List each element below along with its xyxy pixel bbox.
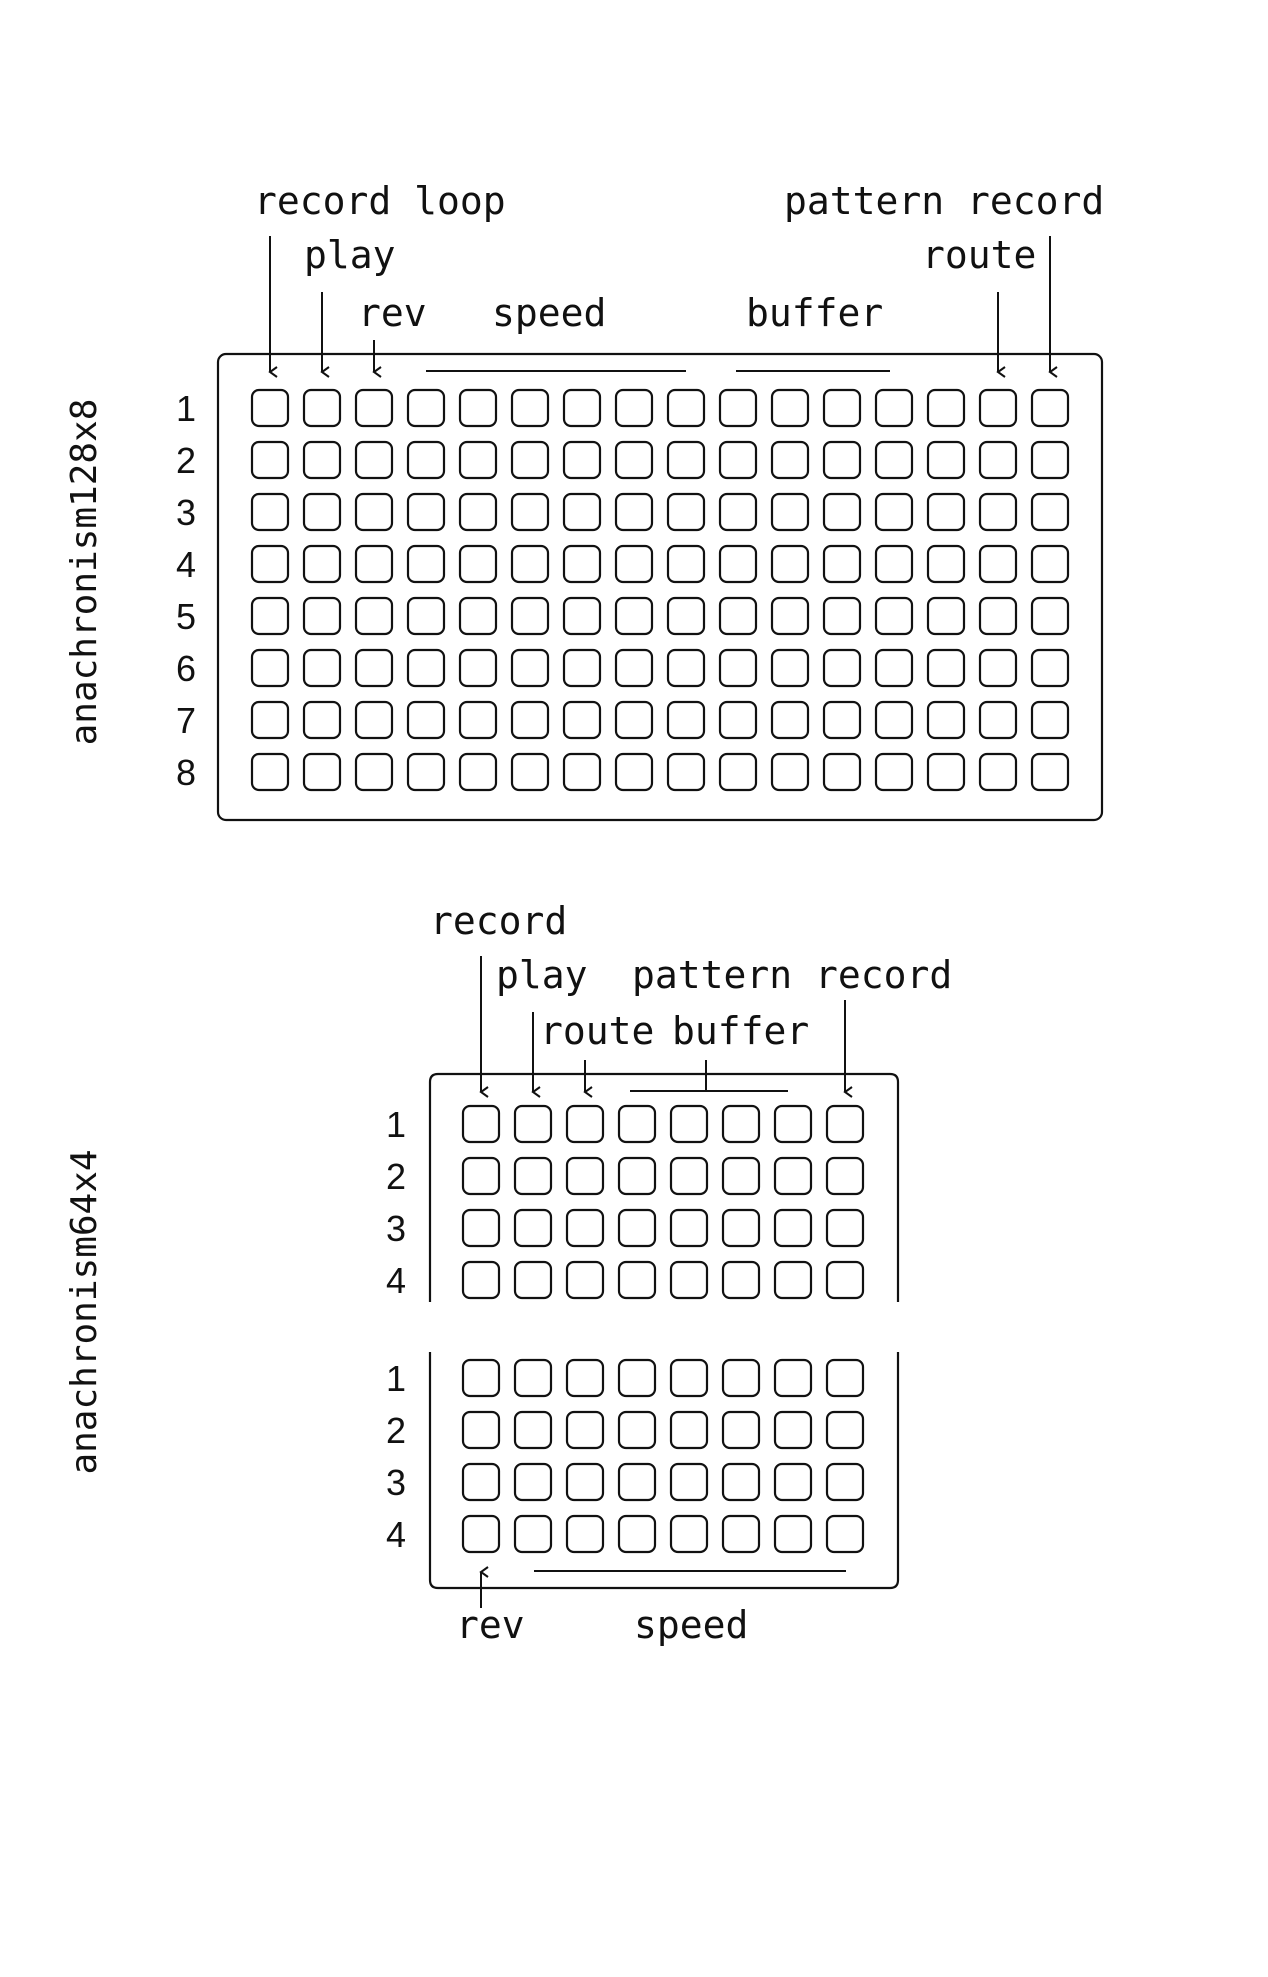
grid128-pad[interactable]	[616, 442, 652, 478]
grid64-pad[interactable]	[567, 1516, 603, 1552]
grid64-pad[interactable]	[567, 1158, 603, 1194]
grid128-row-number: 5	[175, 596, 197, 637]
grid64-pad[interactable]	[515, 1464, 551, 1500]
grid128-pad[interactable]	[408, 598, 444, 634]
grid64-pad[interactable]	[827, 1106, 863, 1142]
grid128-pad[interactable]	[928, 650, 964, 686]
grid128-pad[interactable]	[512, 650, 548, 686]
grid64-pad[interactable]	[619, 1158, 655, 1194]
grid128-pad[interactable]	[252, 494, 288, 530]
grid128-frame	[218, 354, 1102, 820]
grid64-pad[interactable]	[775, 1360, 811, 1396]
buffer-label: buffer	[746, 291, 884, 335]
grid128-pad[interactable]	[876, 754, 912, 790]
play-label-64: play	[496, 953, 588, 997]
grid128-pad[interactable]	[980, 494, 1016, 530]
grid128-pad[interactable]	[408, 442, 444, 478]
grid64-pad[interactable]	[463, 1106, 499, 1142]
route-label: route	[922, 233, 1037, 277]
grid128-pad[interactable]	[668, 702, 704, 738]
grid64-pad[interactable]	[463, 1210, 499, 1246]
grid128-pad[interactable]	[824, 546, 860, 582]
grid64-pad[interactable]	[515, 1360, 551, 1396]
grid128-pad[interactable]	[824, 390, 860, 426]
grid64-pad[interactable]	[827, 1360, 863, 1396]
grid128-pad[interactable]	[564, 598, 600, 634]
grid64-pad[interactable]	[515, 1412, 551, 1448]
grid64-pad[interactable]	[827, 1412, 863, 1448]
grid128-pad[interactable]	[616, 494, 652, 530]
grid128-pad[interactable]	[304, 390, 340, 426]
grid128-pad[interactable]	[720, 650, 756, 686]
grid64-row-number: 3	[385, 1462, 407, 1503]
grid128-pad[interactable]	[876, 702, 912, 738]
grid64-pad[interactable]	[671, 1158, 707, 1194]
grid128-row-number: 1	[175, 388, 197, 429]
grid128-pad[interactable]	[772, 494, 808, 530]
grid64-pad[interactable]	[567, 1210, 603, 1246]
grid128-pad[interactable]	[356, 390, 392, 426]
grid128-pad[interactable]	[1032, 702, 1068, 738]
grid64-pad[interactable]	[619, 1360, 655, 1396]
grid64-pads	[463, 1106, 863, 1552]
grid128-pad[interactable]	[460, 494, 496, 530]
grid128-pad[interactable]	[408, 494, 444, 530]
grid128-section	[64, 179, 1104, 820]
grid128-pad[interactable]	[460, 442, 496, 478]
grid128-pad[interactable]	[304, 494, 340, 530]
grid128-pad[interactable]	[616, 390, 652, 426]
grid64-pad[interactable]	[723, 1412, 759, 1448]
grid64-pad[interactable]	[827, 1158, 863, 1194]
grid128-pad[interactable]	[876, 598, 912, 634]
grid128-pad[interactable]	[668, 598, 704, 634]
grid64-pad[interactable]	[515, 1262, 551, 1298]
grid128-pad[interactable]	[668, 442, 704, 478]
grid128-pad[interactable]	[980, 442, 1016, 478]
grid64-pad[interactable]	[723, 1106, 759, 1142]
grid128-pad[interactable]	[980, 546, 1016, 582]
grid128-pad[interactable]	[460, 702, 496, 738]
grid128-pad[interactable]	[1032, 390, 1068, 426]
grid64-pad[interactable]	[619, 1262, 655, 1298]
grid128-row-number: 2	[175, 440, 197, 481]
grid128-row-number: 3	[175, 492, 197, 533]
grid64-row-number: 2	[385, 1410, 407, 1451]
grid64-pad[interactable]	[723, 1360, 759, 1396]
grid128-pads	[252, 390, 1068, 790]
grid128-pad[interactable]	[1032, 494, 1068, 530]
grid64-pad[interactable]	[567, 1412, 603, 1448]
pattern-record-label: pattern record	[784, 179, 1105, 223]
grid128-row-number: 8	[175, 752, 197, 793]
grid128-pad[interactable]	[512, 754, 548, 790]
grid128-pad[interactable]	[668, 494, 704, 530]
grid64-pad[interactable]	[671, 1106, 707, 1142]
grid128-pad[interactable]	[408, 390, 444, 426]
grid128-pad[interactable]	[876, 390, 912, 426]
grid128-pad[interactable]	[564, 390, 600, 426]
grid128-pad[interactable]	[408, 546, 444, 582]
grid128-pad[interactable]	[980, 390, 1016, 426]
grid128-pad[interactable]	[304, 754, 340, 790]
grid128-pad[interactable]	[408, 650, 444, 686]
grid64-pad[interactable]	[619, 1464, 655, 1500]
grid64-pad[interactable]	[775, 1516, 811, 1552]
grid128-pad[interactable]	[824, 442, 860, 478]
grid64-pad[interactable]	[827, 1464, 863, 1500]
grid128-pad[interactable]	[304, 702, 340, 738]
grid128-pad[interactable]	[356, 598, 392, 634]
grid128-pad[interactable]	[304, 546, 340, 582]
buffer-label-64: buffer	[672, 1009, 810, 1053]
grid64-pad[interactable]	[515, 1516, 551, 1552]
grid64-pad[interactable]	[463, 1360, 499, 1396]
grid128-pad[interactable]	[460, 546, 496, 582]
grid64-pad[interactable]	[515, 1210, 551, 1246]
record-loop-label: record loop	[254, 179, 506, 223]
grid128-pad[interactable]	[252, 754, 288, 790]
grid128-pad[interactable]	[512, 702, 548, 738]
grid128-pad[interactable]	[720, 442, 756, 478]
grid128-pad[interactable]	[668, 754, 704, 790]
grid128-pad[interactable]	[252, 442, 288, 478]
grid128-pad[interactable]	[928, 598, 964, 634]
grid128-pad[interactable]	[304, 442, 340, 478]
grid128-pad[interactable]	[928, 754, 964, 790]
grid128-row-number: 6	[175, 648, 197, 689]
grid64-pad[interactable]	[567, 1262, 603, 1298]
grid128-pad[interactable]	[928, 702, 964, 738]
grid128-pad[interactable]	[720, 390, 756, 426]
grid128-pad[interactable]	[720, 598, 756, 634]
grid64-row-number: 4	[385, 1260, 407, 1301]
grid64-pad[interactable]	[671, 1210, 707, 1246]
grid128-pad[interactable]	[720, 546, 756, 582]
grid128-pad[interactable]	[356, 650, 392, 686]
grid64-pad[interactable]	[619, 1106, 655, 1142]
grid64-pad[interactable]	[723, 1516, 759, 1552]
grid128-row-number: 4	[175, 544, 197, 585]
grid64-pad[interactable]	[827, 1262, 863, 1298]
grid128-row-number: 7	[175, 700, 197, 741]
grid128-pad[interactable]	[512, 598, 548, 634]
grid128-pad[interactable]	[564, 754, 600, 790]
grid128-pad[interactable]	[252, 702, 288, 738]
grid64-pad[interactable]	[567, 1106, 603, 1142]
grid64-row-number: 4	[385, 1514, 407, 1555]
grid128-pad[interactable]	[980, 754, 1016, 790]
speed-label-64: speed	[634, 1603, 749, 1647]
grid128-pad[interactable]	[928, 546, 964, 582]
grid128-pad[interactable]	[356, 494, 392, 530]
grid128-pad[interactable]	[512, 494, 548, 530]
grid64-pad[interactable]	[463, 1262, 499, 1298]
grid128-pad[interactable]	[772, 650, 808, 686]
grid128-pad[interactable]	[1032, 442, 1068, 478]
grid128-pad[interactable]	[356, 546, 392, 582]
grid64-pad[interactable]	[723, 1158, 759, 1194]
grid128-pad[interactable]	[616, 546, 652, 582]
grid128-title: anachronism128x8	[64, 398, 105, 746]
grid128-pad[interactable]	[252, 650, 288, 686]
grid64-row-number: 2	[385, 1156, 407, 1197]
grid128-pad[interactable]	[824, 754, 860, 790]
pattern-record-label-64: pattern record	[632, 953, 953, 997]
grid64-pad[interactable]	[723, 1464, 759, 1500]
grid128-pad[interactable]	[512, 442, 548, 478]
grid128-pad[interactable]	[356, 754, 392, 790]
grid64-title: anachronism64x4	[64, 1149, 105, 1475]
rev-label: rev	[358, 291, 427, 335]
grid128-pad[interactable]	[772, 754, 808, 790]
grid128-pad[interactable]	[564, 442, 600, 478]
grid64-section	[64, 899, 952, 1647]
grid128-pad[interactable]	[876, 546, 912, 582]
grid64-pad[interactable]	[619, 1412, 655, 1448]
grid128-pad[interactable]	[876, 494, 912, 530]
grid128-pad[interactable]	[928, 390, 964, 426]
grid128-pad[interactable]	[980, 598, 1016, 634]
grid128-pad[interactable]	[564, 546, 600, 582]
grid128-pad[interactable]	[720, 754, 756, 790]
grid128-pad[interactable]	[564, 702, 600, 738]
grid128-pad[interactable]	[616, 754, 652, 790]
grid128-pad[interactable]	[876, 442, 912, 478]
grid128-pad[interactable]	[720, 702, 756, 738]
grid64-pad[interactable]	[671, 1262, 707, 1298]
grid64-pad[interactable]	[775, 1464, 811, 1500]
grid128-pad[interactable]	[928, 494, 964, 530]
grid128-pad[interactable]	[668, 546, 704, 582]
grid128-pad[interactable]	[460, 650, 496, 686]
grid128-pad[interactable]	[460, 754, 496, 790]
grid64-pad[interactable]	[463, 1412, 499, 1448]
grid64-pad[interactable]	[567, 1360, 603, 1396]
grid128-pad[interactable]	[668, 650, 704, 686]
grid64-pad[interactable]	[463, 1464, 499, 1500]
grid64-pad[interactable]	[619, 1516, 655, 1552]
grid128-pad[interactable]	[564, 494, 600, 530]
grid128-pad[interactable]	[252, 390, 288, 426]
grid128-pad[interactable]	[616, 650, 652, 686]
grid128-pad[interactable]	[1032, 650, 1068, 686]
grid64-pad[interactable]	[515, 1106, 551, 1142]
grid128-pad[interactable]	[304, 598, 340, 634]
grid128-pad[interactable]	[408, 754, 444, 790]
grid64-pad[interactable]	[775, 1262, 811, 1298]
grid64-pad[interactable]	[827, 1210, 863, 1246]
grid64-pad[interactable]	[827, 1516, 863, 1552]
grid64-pad[interactable]	[775, 1412, 811, 1448]
rev-label-64: rev	[456, 1603, 525, 1647]
grid64-pad[interactable]	[671, 1360, 707, 1396]
grid128-pad[interactable]	[512, 390, 548, 426]
grid128-pad[interactable]	[1032, 598, 1068, 634]
grid64-pad[interactable]	[671, 1516, 707, 1552]
grid128-pad[interactable]	[512, 546, 548, 582]
grid128-pad[interactable]	[1032, 754, 1068, 790]
grid64-row-number: 1	[385, 1358, 407, 1399]
grid64-pad[interactable]	[775, 1158, 811, 1194]
grid128-pad[interactable]	[460, 598, 496, 634]
grid64-pad[interactable]	[619, 1210, 655, 1246]
route-label-64: route	[540, 1009, 655, 1053]
grid64-pad[interactable]	[775, 1210, 811, 1246]
grid128-pad[interactable]	[252, 598, 288, 634]
grid64-pad[interactable]	[463, 1158, 499, 1194]
grid128-pad[interactable]	[980, 702, 1016, 738]
grid128-pad[interactable]	[356, 442, 392, 478]
grid128-pad[interactable]	[772, 546, 808, 582]
grid64-pad[interactable]	[463, 1516, 499, 1552]
grid128-pad[interactable]	[824, 494, 860, 530]
grid128-pad[interactable]	[564, 650, 600, 686]
grid128-pad[interactable]	[876, 650, 912, 686]
grid128-pad[interactable]	[772, 390, 808, 426]
grid128-pad[interactable]	[824, 702, 860, 738]
grid64-pad[interactable]	[723, 1262, 759, 1298]
grid128-pad[interactable]	[460, 390, 496, 426]
grid64-row-number: 1	[385, 1104, 407, 1145]
grid128-pad[interactable]	[408, 702, 444, 738]
grid128-pad[interactable]	[824, 598, 860, 634]
grid128-pad[interactable]	[772, 442, 808, 478]
grid64-pad[interactable]	[671, 1412, 707, 1448]
record-label-64: record	[430, 899, 568, 943]
grid128-pad[interactable]	[616, 598, 652, 634]
grid64-pad[interactable]	[671, 1464, 707, 1500]
grid128-pad[interactable]	[668, 390, 704, 426]
grid64-pad[interactable]	[723, 1210, 759, 1246]
grid64-pad[interactable]	[515, 1158, 551, 1194]
grid64-row-number: 3	[385, 1208, 407, 1249]
play-label: play	[304, 233, 396, 277]
grid128-pad[interactable]	[252, 546, 288, 582]
grid128-pad[interactable]	[928, 442, 964, 478]
grid128-pad[interactable]	[980, 650, 1016, 686]
grid128-pad[interactable]	[772, 702, 808, 738]
grid128-pad[interactable]	[616, 702, 652, 738]
grid128-pad[interactable]	[1032, 546, 1068, 582]
grid128-pad[interactable]	[304, 650, 340, 686]
speed-label: speed	[492, 291, 607, 335]
grid64-pad[interactable]	[775, 1106, 811, 1142]
grid128-pad[interactable]	[772, 598, 808, 634]
grid128-pad[interactable]	[720, 494, 756, 530]
grid128-pad[interactable]	[824, 650, 860, 686]
grid128-pad[interactable]	[356, 702, 392, 738]
grid64-pad[interactable]	[567, 1464, 603, 1500]
